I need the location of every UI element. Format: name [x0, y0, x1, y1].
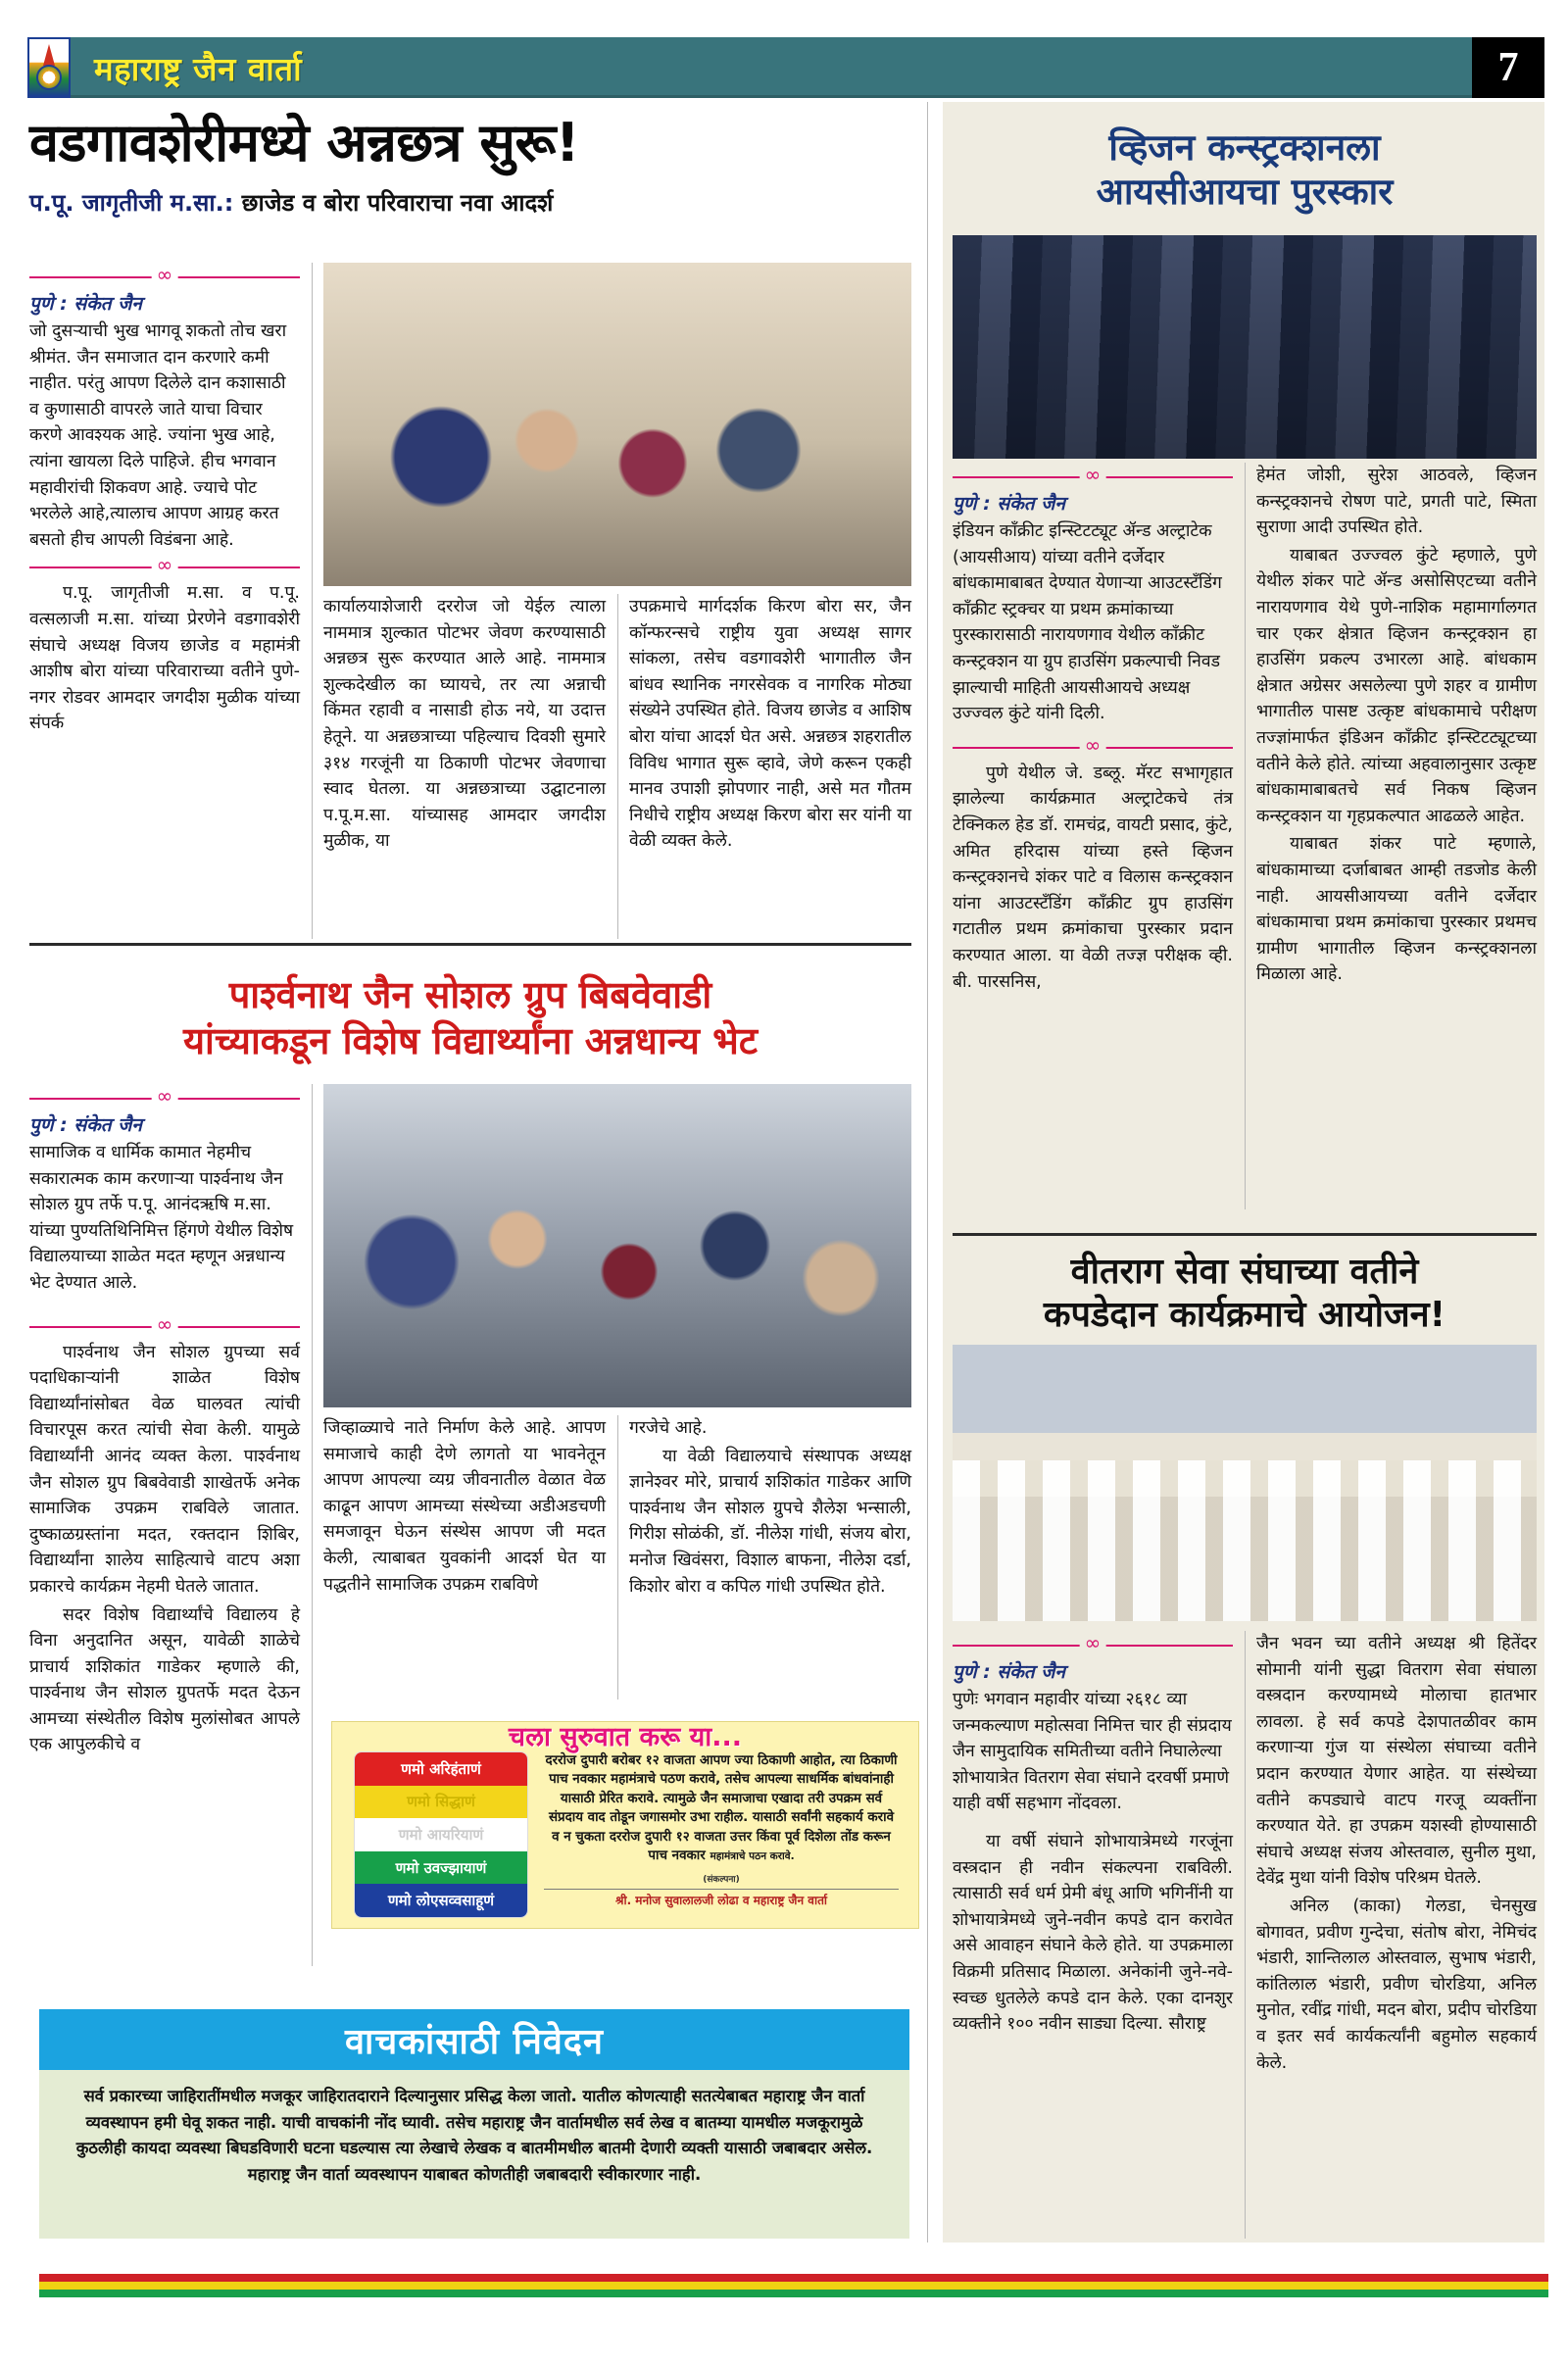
publication-title: महाराष्ट्र जैन वार्ता: [94, 49, 303, 88]
ad-credit: श्री. मनोज सुवालालजी लोढा व महाराष्ट्र जैन वार्ता: [614, 1893, 828, 1907]
navkar-line-3: णमो आयरियाणं: [355, 1818, 527, 1851]
ad-body-small: महामंत्राचे पठन करावे.: [710, 1850, 795, 1863]
main-subheadline-bold: प.पू. जागृतीजी म.सा.:: [29, 189, 234, 217]
cloth-article-col1-text: [953, 1687, 1233, 1817]
column-separator: [617, 594, 618, 939]
ad-credit-tag: (संकल्पना): [703, 1874, 740, 1885]
cloth-article-col1-text2: [953, 1829, 1233, 2038]
main-article-byline: पुणे : संकेत जैन: [29, 293, 142, 315]
section-rule: [29, 943, 911, 946]
red-article-headline: [29, 972, 911, 1064]
award-article-col2: [1256, 463, 1537, 990]
paragraph: सामाजिक व धार्मिक कामात नेहमीच सकारात्मक काम करणाऱ्या पार्श्वनाथ जैन सोशल ग्रुप तर्फे प.पू. आनंदऋषि म.सा. यांच्या पुण्यतिथिनिमित्त हिंगणे येथील विशेष विद्यालयाच्या शाळेत मदत म्हणून अन्नधान्य भेट देण्यात आले.: [29, 1143, 294, 1293]
notice-heading-banner: [39, 2009, 909, 2070]
paragraph: जिव्हाळ्याचे नाते निर्माण केले आहे. आपण समाजाचे काही देणे लागतो या भावनेतून आपण आपल्या व्यग्र जीवनातील वेळात वेळ काढून आपण आमच्या संस्थेच्या अडीअडचणी समजावून घेऊन संस्थेस आपण जी मदत केली, त्याबाबत युवकांनी आदर्श घेत या पद्धतीने सामाजिक उपक्रम राबविणे: [323, 1418, 606, 1595]
paragraph: इंडियन काँक्रीट इन्स्टिटट्यूट ॲन्ड अल्ट्राटेक (आयसीआय) यांच्या वतीने दर्जेदार बांधकामाबाबत देण्यात येणाऱ्या आउटस्टँडिंग काँक्रीट स्ट्रक्चर या प्रथम क्रमांकाच्या पुरस्कारासाठी नारायणगाव येथील काँक्रीट कन्स्ट्रक्शन या ग्रुप हाउसिंग प्रकल्पाची निवड झाल्याची माहिती आयसीआयचे अध्यक्ष उज्ज्वल कुंटे यांनी दिली.: [953, 521, 1222, 724]
paragraph: प.पू. जागृतीजी म.सा. व प.पू. वत्सलाजी म.सा. यांच्या प्रेरणेने वडगावशेरी संघाचे अध्यक्ष विजय छाजेड व महामंत्री आशीष बोरा यांच्या परिवाराच्या वतीने पुणे-नगर रोडवर आमदार जगदीश मुळीक यांच्या संपर्क: [29, 583, 300, 734]
main-article-col1-text: [29, 319, 300, 553]
red-article-headline-line2: यांच्याकडून विशेष विद्यार्थ्यांना अन्नधान्य भेट: [182, 1019, 759, 1063]
paragraph: पुणे येथील जे. डब्लू. मॅरट सभागृहात झालेल्या कार्यक्रमात अल्ट्राटेकचे तंत्र टेक्निकल हेड डॉ. रामचंद्र, वायटी प्रसाद, कुंटे, अमित हरिदास यांच्या हस्ते व्हिजन कन्स्ट्रक्शनचे शंकर पाटे व विलास कन्स्ट्रक्शन यांना आउटस्टँडिंग काँक्रीट ग्रुप हाउसिंग गटातील प्रथम क्रमांकाचा पुरस्कार प्रदान करण्यात आला. या वेळी तज्ज्ञ परीक्षक व्ही. बी. पारसनिस,: [953, 763, 1233, 992]
paragraph: याबाबत उज्ज्वल कुंटे म्हणाले, पुणे येथील शंकर पाटे ॲन्ड असोसिएटच्या वतीने नारायणगाव येथे पुणे-नाशिक महामार्गालगत चार एकर क्षेत्रात व्हिजन कन्स्ट्रक्शन हा हाउसिंग प्रकल्प उभारला आहे. बांधकाम क्षेत्रात अग्रेसर असलेल्या पुणे शहर व ग्रामीण भागातील पासष्ट उत्कृष्ट बांधकामाचे परीक्षण तज्ज्ञांमार्फत इंडिअन काँक्रीट इन्स्टिटट्यूटच्या वतीने केले होते. त्यांच्या अहवालानुसार उत्कृष्ट बांधकामाबाबतचे सर्व निकष व्हिजन कन्स्ट्रक्शन या गृहप्रकल्पात आढळले आहेत.: [1256, 545, 1537, 826]
column-separator: [1245, 463, 1246, 1209]
ad-title: चला सुरुवात करू या...: [508, 1722, 743, 1752]
award-article-photo: [953, 235, 1537, 459]
main-article-photo-inner: [323, 263, 911, 586]
main-headline: वडगावशेरीमध्ये अन्नछत्र सुरू!: [29, 112, 579, 173]
page-number-box: [1472, 37, 1544, 98]
cloth-article-headline: [953, 1251, 1537, 1337]
notice-heading: वाचकांसाठी निवेदन: [344, 2021, 605, 2062]
award-article-headline: [953, 125, 1537, 214]
award-article-byline: पुणे : संकेत जैन: [953, 493, 1065, 515]
red-article-headline-line1: पार्श्वनाथ जैन सोशल ग्रुप बिबवेवाडी: [228, 973, 712, 1016]
main-article-col2: [323, 594, 606, 857]
navkar-line-4: णमो उवज्झायाणं: [355, 1851, 527, 1885]
navkar-line-5: णमो लोएसव्वसाहूणं: [355, 1884, 527, 1917]
red-article-byline: पुणे : संकेत जैन: [29, 1114, 142, 1136]
ad-body: [528, 1730, 910, 1920]
main-article-photo: [323, 263, 911, 586]
paragraph: या वर्षी संघाने शोभायात्रेमध्ये गरजूंना वस्त्रदान ही नवीन संकल्पना राबविली. त्यासाठी सर्व धर्म प्रेमी बंधू आणि भगिनींनी या शोभायात्रेमध्ये जुने-नवीन कपडे दान करावेत असे आवाहन संघाने केले होते. या उपक्रमाला विक्रमी प्रतिसाद मिळाला. अनेकांनी जुने-नवे-स्वच्छ धुतलेले कपडे दान केले. एका दानशुर व्यक्तीने १०० नवीन साड्या दिल्या. सौराष्ट्र: [953, 1831, 1233, 2035]
red-article-col1-text: [29, 1140, 300, 1297]
ornament-divider: [29, 1092, 300, 1106]
main-article-col1-text2: [29, 580, 300, 737]
column-separator: [312, 1084, 313, 1966]
ornament-divider: [29, 1320, 300, 1334]
jain-emblem-icon: [27, 37, 71, 98]
main-article-col3: [629, 594, 911, 857]
paragraph: याबाबत शंकर पाटे म्हणाले, बांधकामाच्या दर्जाबाबत आम्ही तडजोड केली नाही. आयसीआयच्या वतीने दर्जेदार बांधकामाचा प्रथम क्रमांकाचा पुरस्कार प्रथमच ग्रामीण भागातील व्हिजन कन्स्ट्रक्शनला मिळाला आहे.: [1256, 834, 1537, 985]
red-article-col2: [323, 1415, 606, 1600]
paragraph: या वेळी विद्यालयाचे संस्थापक अध्यक्ष ज्ञानेश्वर मोरे, प्राचार्य शशिकांत गाडेकर आणि पार्श्वनाथ जैन सोशल ग्रुपचे शैलेश भन्साली, गिरीश सोळंकी, डॉ. नीलेश गांधी, संजय बोरा, मनोज खिवंसरा, विशाल बाफना, नीलेश दर्डा, किशोर बोरा व कपिल गांधी उपस्थित होते.: [629, 1446, 911, 1597]
ornament-divider: [953, 741, 1233, 755]
footer-stripe-yellow: [39, 2282, 1548, 2290]
footer-stripe-green: [39, 2290, 1548, 2297]
paragraph: पार्श्वनाथ जैन सोशल ग्रुपच्या सर्व पदाधिकाऱ्यांनी शाळेत विशेष विद्यार्थ्यांनांसोबत वेळ घालवत त्यांची विचारपूस करत त्यांची सेवा केली. यामुळे विद्यार्थ्यांनी आनंद व्यक्त केला. पार्श्वनाथ जैन सोशल ग्रुप बिबवेवाडी शाखेतर्फे अनेक सामाजिक उपक्रम राबविले जातात. दुष्काळग्रस्तांना मदत, रक्तदान शिबिर, विद्यार्थ्यांना शालेय साहित्याचे वाटप अशा प्रकारचे कार्यक्रम नेहमी घेतले जातात.: [29, 1342, 300, 1597]
cloth-article-headline-line1: वीतराग सेवा संघाच्या वतीने: [1070, 1252, 1419, 1292]
footer-stripes: [39, 2274, 1548, 2297]
navkar-mantra-flag: [354, 1751, 528, 1918]
main-subheadline-rest: छाजेड व बोरा परिवाराचा नवा आदर्श: [233, 189, 554, 217]
red-article-photo: [323, 1084, 911, 1407]
ornament-divider: [29, 271, 300, 284]
paragraph: अनिल (काका) गेलडा, चेनसुख बोगावत, प्रवीण गुन्देचा, संतोष बोरा, नेमिचंद भंडारी, शान्तिलाल ओस्तवाल, सुभाष भंडारी, कांतिलाल भंडारी, प्रवीण चोरडिया, अनिल मुनोत, रवींद्र गांधी, मदन बोरा, प्रदीप चोरडिया व इतर सर्व कार्यकर्त्यांनी बहुमोल सहकार्य केले.: [1256, 1896, 1537, 2073]
navkar-line-2: णमो सिद्धाणं: [355, 1786, 527, 1819]
section-rule: [953, 1233, 1537, 1236]
award-article-col1-text2: [953, 761, 1233, 995]
paragraph: जैन भवन च्या वतीने अध्यक्ष श्री हितेंदर सोमानी यांनी सुद्धा वितराग सेवा संघाला वस्त्रदान करण्यामध्ये मोलाचा हातभार लावला. हे सर्व कपडे देशपातळीवर काम करणाऱ्या गुंज या संस्थेला संघाच्या वतीने प्रदान करण्यात येणार आहेत. या संस्थेच्या वतीने कपड्याचे वाटप गरजू व्यक्तींना करण्यात येते. हा उपक्रम यशस्वी होण्यासाठी संघाचे अध्यक्ष संजय ओस्तवाल, सुनील मुथा, देवेंद्र मुथा यांनी विशेष परिश्रम घेतले.: [1256, 1634, 1537, 1889]
ornament-divider: [953, 470, 1233, 484]
award-article-col1-text: [953, 518, 1233, 727]
divider: [544, 1889, 899, 1890]
footer-stripe-red: [39, 2274, 1548, 2282]
ornament-divider: [953, 1639, 1233, 1652]
column-separator: [312, 263, 313, 939]
page-number: 7: [1497, 45, 1519, 90]
red-article-col1: [29, 1084, 300, 1760]
red-article-col1-text2: [29, 1340, 300, 1759]
notice-body: सर्व प्रकारच्या जाहिरातींमधील मजकूर जाहिरातदाराने दिल्यानुसार प्रसिद्ध केला जातो. यातील कोणत्याही सतत्येबाबत महाराष्ट्र जैन वार्ता व्यवस्थापन हमी घेवू शकत नाही. याची वाचकांनी नोंद घ्यावी. तसेच महाराष्ट्र जैन वार्तामधील सर्व लेख व बातम्या यामधील मजकूरामुळे कुठलीही कायदा व्यवस्था बिघडविणारी घटना घडल्यास त्या लेखाचे लेखक व बातमीमधील बातमी देणारी व्यक्ती यासाठी जबाबदार असेल. महाराष्ट्र जैन वार्ता व्यवस्थापन याबाबत कोणतीही जबाबदारी स्वीकारणार नाही.: [39, 2070, 909, 2239]
paragraph: हेमंत जोशी, सुरेश आठवले, व्हिजन कन्स्ट्रक्शनचे रोषण पाटे, प्रगती पाटे, स्मिता सुराणा आदी उपस्थित होते.: [1256, 466, 1537, 538]
column-separator: [927, 102, 928, 2242]
paragraph: गरजेचे आहे.: [629, 1418, 708, 1438]
paragraph: पुणेः भगवान महावीर यांच्या २६१८ व्या जन्मकल्याण महोत्सवा निमित्त चार ही संप्रदाय जैन सामुदायिक समितीच्या वतीने निघालेल्या शोभायात्रेत वितराग सेवा संघाने दरवर्षी प्रमाणे याही वर्षी सहभाग नोंदवला.: [953, 1690, 1232, 1814]
cloth-article-byline: पुणे : संकेत जैन: [953, 1661, 1065, 1683]
masthead-bar: [71, 37, 1472, 98]
column-separator: [1245, 1631, 1246, 2239]
cloth-article-photo: [953, 1345, 1537, 1621]
paragraph: कार्यालयाशेजारी दररोज जो येईल त्याला नाममात्र शुल्कात पोटभर जेवण करण्यासाठी अन्नछत्र सुरू करण्यात आले आहे. नाममात्र शुल्कदेखील का घ्यायचे, तर त्या अन्नाची किंमत रहावी व नासाडी होऊ नये, या उदात्त हेतूने. या अन्नछत्राच्या पहिल्याच दिवशी सुमारे ३१४ गरजूंनी या ठिकाणी पोटभर जेवणाचा स्वाद घेतला. या अन्नछत्राच्या उद्घाटनाला प.पू.म.सा. यांच्यासह आमदार जगदीश मुळीक, या: [323, 597, 606, 852]
ornament-divider: [29, 561, 300, 574]
ad-credit-block: [544, 1874, 899, 1909]
paragraph: जो दुसऱ्याची भुख भागवू शकतो तोच खरा श्रीमंत. जैन समाजात दान करणारे कमी नाहीत. परंतु आपण दिलेले दान कशासाठी व कुणासाठी वापरले जाते याचा विचार करणे आवश्यक आहे. ज्यांना भुख आहे, त्यांना खायला दिले पाहिजे. हीच भगवान महावीरांची शिकवण आहे. ज्याचे पोट भरलेले आहे,त्यालाच आपण आग्रह करत बसतो हीच आपली विडंबना आहे.: [29, 321, 287, 550]
cloth-article-col1: [953, 1631, 1233, 2040]
masthead: [27, 37, 1544, 98]
main-article-col1: [29, 263, 300, 739]
paragraph: सदर विशेष विद्यार्थ्यांचे विद्यालय हे विना अनुदानित असून, यावेळी शाळेचे प्राचार्य शशिकांत गाडेकर म्हणाले की, पार्श्वनाथ जैन सोशल ग्रुपतर्फे मदत देऊन आमच्या संस्थेतील विशेष मुलांसोबत आपले एक आपुलकीचे व: [29, 1604, 300, 1755]
paragraph: उपक्रमाचे मार्गदर्शक किरण बोरा सर, जैन कॉन्फरन्सचे राष्ट्रीय युवा अध्यक्ष सागर सांकला, तसेच वडगावशेरी भागातील जैन बांधव स्थानिक नगरसेवक व नागरिक मोठ्या संख्येने उपस्थित होते. विजय छाजेड व आशिष बोरा यांचा आदर्श घेत असे. अन्नछत्र शहरातील विविध भागात सुरू व्हावे, जेणे करून एकही मानव उपाशी झोपणार नाही, असे मत गौतम निधीचे राष्ट्रीय अध्यक्ष किरण बोरा सर यांनी या वेळी व्यक्त केले.: [629, 597, 911, 852]
award-article-headline-line2: आयसीआयचा पुरस्कार: [1096, 171, 1394, 214]
award-article-headline-line1: व्हिजन कन्स्ट्रक्शनला: [1108, 126, 1381, 169]
cloth-article-headline-line2: कपडेदान कार्यक्रमाचे आयोजन!: [1043, 1294, 1446, 1335]
red-article-col3: [629, 1415, 911, 1601]
ad-body-text: दररोज दुपारी बरोबर १२ वाजता आपण ज्या ठिकाणी आहोत, त्या ठिकाणी पाच नवकार महामंत्राचे पठण करावे, तसेच आपल्या साधर्मिक बांधवांनाही यासाठी प्रेरित करावे. त्यामुळे जैन समाजाचा एखादा तरी उपक्रम सर्व संप्रदाय वाद तोडून जगासमोर उभा राहील. यासाठी सर्वांनी सहकार्य करावे व न चुकता दररोज दुपारी १२ वाजता उत्तर किंवा पूर्व दिशेला तोंड करून पाच नवकार: [545, 1753, 898, 1864]
navkar-line-1: णमो अरिहंताणं: [355, 1752, 527, 1786]
award-article-col1: [953, 463, 1233, 997]
column-separator: [617, 1415, 618, 1700]
main-subheadline: [29, 186, 911, 219]
cloth-article-col2: [1256, 1631, 1537, 2078]
